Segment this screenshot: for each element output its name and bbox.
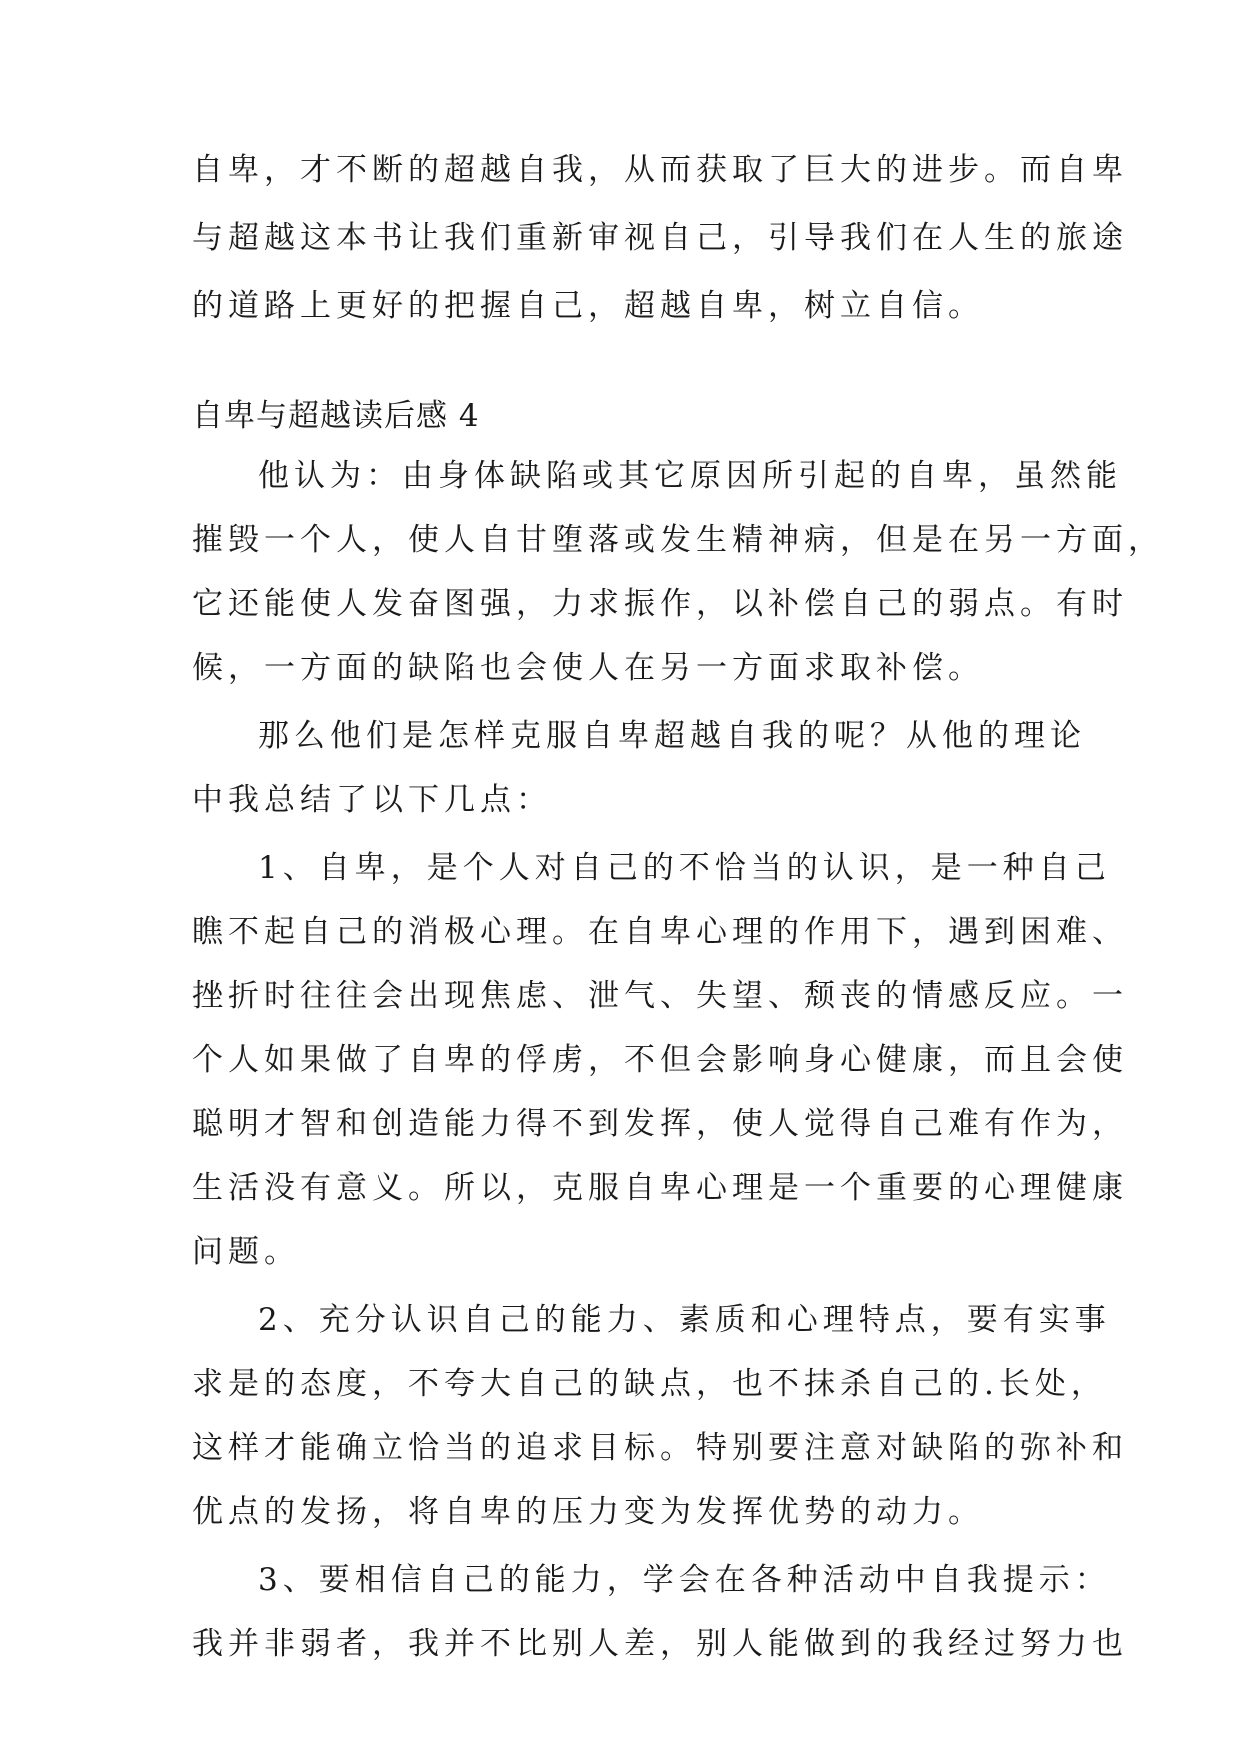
- paragraph-line: 中我总结了以下几点：: [192, 782, 552, 818]
- paragraph-line: 候，一方面的缺陷也会使人在另一方面求取补偿。: [192, 650, 984, 686]
- paragraph-line: 摧毁一个人，使人自甘堕落或发生精神病，但是在另一方面，: [192, 522, 1164, 558]
- paragraph-line: 那么他们是怎样克服自卑超越自我的呢？从他的理论: [258, 718, 1086, 754]
- paragraph-line: 与超越这本书让我们重新审视自己，引导我们在人生的旅途: [192, 220, 1128, 256]
- paragraph-line: 优点的发扬，将自卑的压力变为发挥优势的动力。: [192, 1494, 984, 1530]
- paragraph-line: 的道路上更好的把握自己，超越自卑，树立自信。: [192, 288, 984, 324]
- paragraph-line: 挫折时往往会出现焦虑、泄气、失望、颓丧的情感反应。一: [192, 978, 1128, 1014]
- paragraph-line: 它还能使人发奋图强，力求振作，以补偿自己的弱点。有时: [192, 586, 1128, 622]
- paragraph-line: 瞧不起自己的消极心理。在自卑心理的作用下，遇到困难、: [192, 914, 1128, 950]
- paragraph-line: 他认为：由身体缺陷或其它原因所引起的自卑，虽然能: [258, 458, 1122, 494]
- paragraph-line: 求是的态度，不夸大自己的缺点，也不抹杀自己的.长处，: [192, 1366, 1107, 1402]
- paragraph-line: 1、自卑，是个人对自己的不恰当的认识，是一种自己: [258, 850, 1111, 886]
- paragraph-line: 个人如果做了自卑的俘虏，不但会影响身心健康，而且会使: [192, 1042, 1128, 1078]
- paragraph-line: 这样才能确立恰当的追求目标。特别要注意对缺陷的弥补和: [192, 1430, 1128, 1466]
- paragraph-line: 2、充分认识自己的能力、素质和心理特点，要有实事: [258, 1302, 1111, 1338]
- paragraph-line: 问题。: [192, 1234, 300, 1270]
- section-heading: 自卑与超越读后感 4: [192, 398, 480, 434]
- paragraph-line: 生活没有意义。所以，克服自卑心理是一个重要的心理健康: [192, 1170, 1128, 1206]
- paragraph-line: 自卑，才不断的超越自我，从而获取了巨大的进步。而自卑: [192, 152, 1128, 188]
- paragraph-line: 我并非弱者，我并不比别人差，别人能做到的我经过努力也: [192, 1626, 1128, 1662]
- paragraph-line: 3、要相信自己的能力，学会在各种活动中自我提示：: [258, 1562, 1111, 1598]
- paragraph-line: 聪明才智和创造能力得不到发挥，使人觉得自己难有作为，: [192, 1106, 1128, 1142]
